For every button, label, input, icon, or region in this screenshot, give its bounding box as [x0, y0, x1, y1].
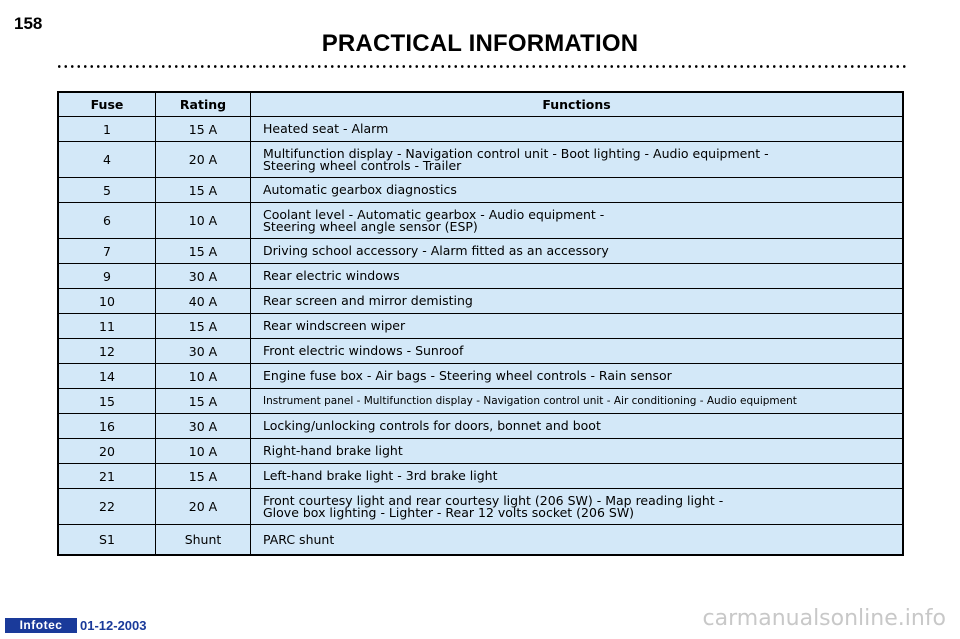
fuse-number: S1	[58, 525, 156, 556]
header-rating: Rating	[156, 92, 251, 117]
function-line: Locking/unlocking controls for doors, bonnet and boot	[263, 418, 601, 433]
fuse-number: 1	[58, 117, 156, 142]
function-line: Multifunction display - Navigation control unit - Boot lighting - Audio equipment -	[263, 145, 769, 161]
fuse-number: 7	[58, 239, 156, 264]
table-row	[58, 489, 903, 525]
header-fuse: Fuse	[58, 92, 156, 117]
table-row	[58, 178, 903, 203]
fuse-functions	[251, 489, 904, 525]
fuse-rating: 30 A	[156, 414, 251, 439]
function-line: Right-hand brake light	[263, 443, 403, 458]
fuse-rating: 15 A	[156, 117, 251, 142]
fuse-rating: 15 A	[156, 464, 251, 489]
fuse-functions	[251, 289, 904, 314]
fuse-functions	[251, 389, 904, 414]
fuse-rating: 15 A	[156, 178, 251, 203]
fuse-rating: 10 A	[156, 364, 251, 389]
fuse-functions	[251, 142, 904, 178]
fuse-rating: 10 A	[156, 439, 251, 464]
function-line: Engine fuse box - Air bags - Steering wheel controls - Rain sensor	[263, 368, 672, 383]
fuse-rating: 30 A	[156, 339, 251, 364]
fuse-rating: 15 A	[156, 314, 251, 339]
function-line: Rear screen and mirror demisting	[263, 293, 473, 308]
table-row	[58, 203, 903, 239]
table-row	[58, 439, 903, 464]
function-line: Instrument panel - Multifunction display - Navigation control unit - Air conditioning - Audio equipment	[263, 395, 797, 407]
function-line: Driving school accessory - Alarm fitted as an accessory	[263, 243, 609, 258]
fuse-functions	[251, 464, 904, 489]
page-number: 158	[14, 14, 43, 33]
function-line: PARC shunt	[263, 531, 335, 547]
function-line: Rear windscreen wiper	[263, 318, 406, 333]
page-title: PRACTICAL INFORMATION	[321, 30, 639, 57]
fuse-number: 12	[58, 339, 156, 364]
function-line: Heated seat - Alarm	[263, 121, 389, 136]
fuse-number: 5	[58, 178, 156, 203]
table-header-row	[58, 92, 903, 117]
fuse-number: 6	[58, 203, 156, 239]
table-row	[58, 289, 903, 314]
header-functions: Functions	[251, 92, 904, 117]
function-line: Rear electric windows	[263, 268, 400, 283]
table-row	[58, 239, 903, 264]
fuse-functions	[251, 264, 904, 289]
table-row	[58, 314, 903, 339]
function-line: Front electric windows - Sunroof	[263, 343, 464, 358]
fuse-rating: 20 A	[156, 489, 251, 525]
table-row	[58, 339, 903, 364]
fuse-functions	[251, 314, 904, 339]
function-line: Left-hand brake light - 3rd brake light	[263, 468, 498, 483]
fuse-rating: 15 A	[156, 239, 251, 264]
fuse-functions	[251, 203, 904, 239]
fuse-rating: 30 A	[156, 264, 251, 289]
fuse-functions	[251, 117, 904, 142]
fuse-rating: 20 A	[156, 142, 251, 178]
watermark: carmanualsonline.info	[702, 606, 946, 631]
fuse-functions	[251, 178, 904, 203]
fuse-number: 14	[58, 364, 156, 389]
fuse-rating: 15 A	[156, 389, 251, 414]
table-row	[58, 414, 903, 439]
fuse-rating: 40 A	[156, 289, 251, 314]
infotec-logo: Infotec	[5, 618, 77, 633]
fuse-functions	[251, 414, 904, 439]
table-row	[58, 464, 903, 489]
fuse-functions	[251, 364, 904, 389]
function-line: Front courtesy light and rear courtesy light (206 SW) - Map reading light -	[263, 492, 724, 508]
fuse-table	[57, 91, 904, 556]
table-row	[58, 142, 903, 178]
fuse-functions	[251, 525, 904, 556]
fuse-number: 21	[58, 464, 156, 489]
function-line: Automatic gearbox diagnostics	[263, 182, 457, 197]
fuse-number: 9	[58, 264, 156, 289]
fuse-rating: Shunt	[156, 525, 251, 556]
fuse-rating: 10 A	[156, 203, 251, 239]
fuse-functions	[251, 239, 904, 264]
fuse-number: 11	[58, 314, 156, 339]
function-line: Coolant level - Automatic gearbox - Audio equipment -	[263, 206, 605, 222]
fuse-number: 16	[58, 414, 156, 439]
fuse-functions	[251, 439, 904, 464]
table-row	[58, 364, 903, 389]
fuse-functions	[251, 339, 904, 364]
function-line: Steering wheel controls - Trailer	[263, 157, 462, 173]
footer-date: 01-12-2003	[80, 618, 147, 633]
function-line: Glove box lighting - Lighter - Rear 12 volts socket (206 SW)	[263, 504, 635, 520]
fuse-number: 22	[58, 489, 156, 525]
fuse-number: 20	[58, 439, 156, 464]
function-line: Steering wheel angle sensor (ESP)	[263, 218, 478, 234]
table-row	[58, 389, 903, 414]
fuse-number: 4	[58, 142, 156, 178]
dotted-divider	[56, 64, 906, 69]
table-row	[58, 117, 903, 142]
table-row	[58, 525, 903, 556]
fuse-number: 15	[58, 389, 156, 414]
table-row	[58, 264, 903, 289]
fuse-number: 10	[58, 289, 156, 314]
